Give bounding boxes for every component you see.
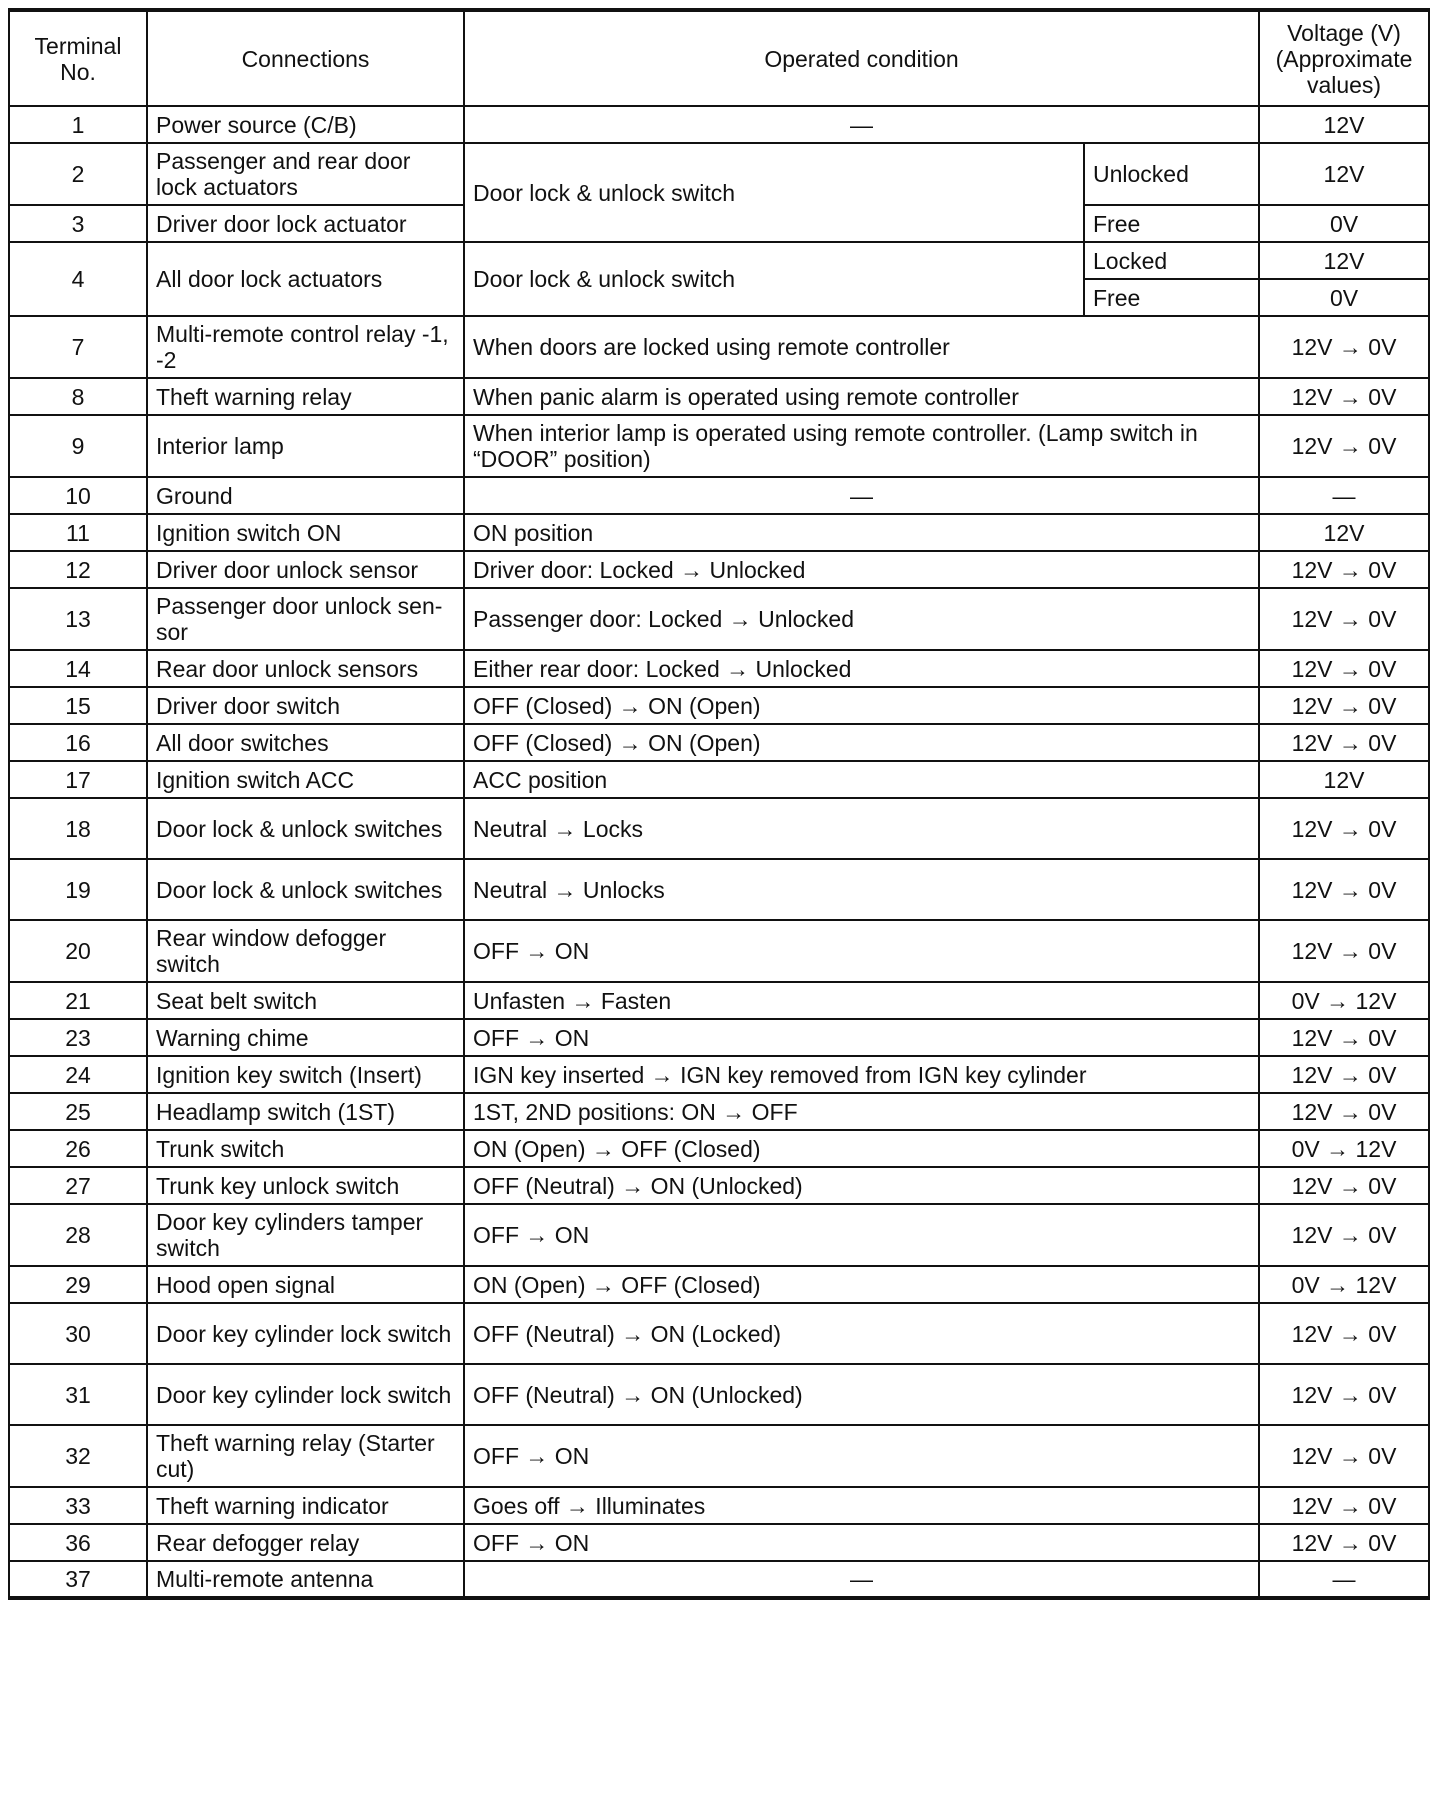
table-row bbox=[9, 1056, 1429, 1093]
voltage-cell: 12V → 0V bbox=[1259, 1019, 1429, 1056]
table-row bbox=[9, 415, 1429, 477]
voltage-cell: 12V → 0V bbox=[1259, 588, 1429, 650]
terminal-number: 1 bbox=[9, 106, 147, 143]
connection-cell: Seat belt switch bbox=[147, 982, 464, 1019]
terminal-number: 9 bbox=[9, 415, 147, 477]
voltage-cell: 12V → 0V bbox=[1259, 1204, 1429, 1266]
header-voltage: Voltage (V) (Approximate values) bbox=[1259, 10, 1429, 106]
condition-cell: OFF (Neutral) → ON (Unlocked) bbox=[464, 1364, 1259, 1425]
table-row bbox=[9, 1266, 1429, 1303]
condition-cell: When interior lamp is operated using remote controller. (Lamp switch in “DOOR” position) bbox=[464, 415, 1259, 477]
terminal-number: 26 bbox=[9, 1130, 147, 1167]
terminal-number: 21 bbox=[9, 982, 147, 1019]
connection-cell: Power source (C/B) bbox=[147, 106, 464, 143]
terminal-number: 24 bbox=[9, 1056, 147, 1093]
condition-cell: OFF (Closed) → ON (Open) bbox=[464, 724, 1259, 761]
terminal-number: 19 bbox=[9, 859, 147, 920]
table-row bbox=[9, 724, 1429, 761]
condition-cell: OFF → ON bbox=[464, 1204, 1259, 1266]
voltage-cell: 12V bbox=[1259, 761, 1429, 798]
table-row bbox=[9, 477, 1429, 514]
voltage-cell: 12V → 0V bbox=[1259, 687, 1429, 724]
condition-cell: ACC position bbox=[464, 761, 1259, 798]
connection-cell: Door key cylinder lock switch bbox=[147, 1303, 464, 1364]
connection-cell: Multi-remote antenna bbox=[147, 1561, 464, 1598]
connection-cell: Passenger and rear door lock actuators bbox=[147, 143, 464, 205]
terminal-number: 10 bbox=[9, 477, 147, 514]
voltage-cell: 12V → 0V bbox=[1259, 1425, 1429, 1487]
sub-condition-cell: Unlocked bbox=[1084, 143, 1259, 205]
terminal-number: 27 bbox=[9, 1167, 147, 1204]
table-row bbox=[9, 1093, 1429, 1130]
table-row bbox=[9, 798, 1429, 859]
connection-cell: Theft warning indicator bbox=[147, 1487, 464, 1524]
connection-cell: Door lock & unlock switches bbox=[147, 859, 464, 920]
condition-cell: When panic alarm is operated using remote controller bbox=[464, 378, 1259, 415]
condition-cell: Passenger door: Locked → Unlocked bbox=[464, 588, 1259, 650]
table-row bbox=[9, 687, 1429, 724]
connection-cell: Door key cylinders tamper switch bbox=[147, 1204, 464, 1266]
voltage-cell: 12V → 0V bbox=[1259, 1167, 1429, 1204]
sub-condition-cell: Free bbox=[1084, 205, 1259, 242]
terminal-number: 28 bbox=[9, 1204, 147, 1266]
table-row bbox=[9, 106, 1429, 143]
terminal-number: 36 bbox=[9, 1524, 147, 1561]
connection-cell: Door key cylinder lock switch bbox=[147, 1364, 464, 1425]
voltage-cell: 12V → 0V bbox=[1259, 920, 1429, 982]
connection-cell: Ground bbox=[147, 477, 464, 514]
table-row bbox=[9, 242, 1429, 279]
terminal-number: 25 bbox=[9, 1093, 147, 1130]
voltage-cell: 12V → 0V bbox=[1259, 1524, 1429, 1561]
connection-cell: Driver door unlock sensor bbox=[147, 551, 464, 588]
header-connections: Connections bbox=[147, 10, 464, 106]
terminal-number: 20 bbox=[9, 920, 147, 982]
voltage-cell: — bbox=[1259, 477, 1429, 514]
condition-cell: — bbox=[464, 477, 1259, 514]
voltage-cell: 12V → 0V bbox=[1259, 859, 1429, 920]
terminal-number: 16 bbox=[9, 724, 147, 761]
table-row bbox=[9, 920, 1429, 982]
voltage-cell: 12V bbox=[1259, 514, 1429, 551]
terminal-number: 30 bbox=[9, 1303, 147, 1364]
voltage-cell: 12V → 0V bbox=[1259, 1093, 1429, 1130]
condition-cell: Goes off → Illuminates bbox=[464, 1487, 1259, 1524]
terminal-number: 4 bbox=[9, 242, 147, 316]
condition-cell: OFF → ON bbox=[464, 1524, 1259, 1561]
voltage-cell: 0V bbox=[1259, 205, 1429, 242]
table-row bbox=[9, 316, 1429, 378]
connection-cell: Theft warning relay (Starter cut) bbox=[147, 1425, 464, 1487]
condition-cell: OFF (Neutral) → ON (Unlocked) bbox=[464, 1167, 1259, 1204]
voltage-cell: 0V → 12V bbox=[1259, 1266, 1429, 1303]
table-row bbox=[9, 378, 1429, 415]
condition-cell: ON (Open) → OFF (Closed) bbox=[464, 1266, 1259, 1303]
condition-cell: Unfasten → Fasten bbox=[464, 982, 1259, 1019]
table-row bbox=[9, 143, 1429, 205]
condition-cell: 1ST, 2ND positions: ON → OFF bbox=[464, 1093, 1259, 1130]
header-row bbox=[9, 10, 1429, 106]
terminal-number: 13 bbox=[9, 588, 147, 650]
condition-cell: IGN key inserted → IGN key removed from IGN key cylinder bbox=[464, 1056, 1259, 1093]
voltage-cell: 0V bbox=[1259, 279, 1429, 316]
connection-cell: Door lock & unlock switches bbox=[147, 798, 464, 859]
terminal-number: 29 bbox=[9, 1266, 147, 1303]
connection-cell: Ignition key switch (Insert) bbox=[147, 1056, 464, 1093]
terminal-number: 7 bbox=[9, 316, 147, 378]
condition-cell: Door lock & unlock switch bbox=[464, 143, 1084, 242]
condition-cell: — bbox=[464, 106, 1259, 143]
connection-cell: Multi-remote control relay -1, -2 bbox=[147, 316, 464, 378]
condition-cell: Neutral → Locks bbox=[464, 798, 1259, 859]
terminal-number: 32 bbox=[9, 1425, 147, 1487]
connection-cell: All door lock actuators bbox=[147, 242, 464, 316]
voltage-cell: 12V bbox=[1259, 106, 1429, 143]
table-row bbox=[9, 1524, 1429, 1561]
voltage-cell: 12V bbox=[1259, 242, 1429, 279]
connection-cell: Warning chime bbox=[147, 1019, 464, 1056]
terminal-number: 33 bbox=[9, 1487, 147, 1524]
connection-cell: Headlamp switch (1ST) bbox=[147, 1093, 464, 1130]
condition-cell: Either rear door: Locked → Unlocked bbox=[464, 650, 1259, 687]
connection-cell: Rear defogger relay bbox=[147, 1524, 464, 1561]
sub-condition-cell: Free bbox=[1084, 279, 1259, 316]
table-row bbox=[9, 761, 1429, 798]
table-row bbox=[9, 588, 1429, 650]
header-terminal: Terminal No. bbox=[9, 10, 147, 106]
condition-cell: OFF (Neutral) → ON (Locked) bbox=[464, 1303, 1259, 1364]
terminal-number: 15 bbox=[9, 687, 147, 724]
connection-cell: Rear door unlock sensors bbox=[147, 650, 464, 687]
connection-cell: Passenger door unlock sen-sor bbox=[147, 588, 464, 650]
voltage-cell: 0V → 12V bbox=[1259, 982, 1429, 1019]
voltage-cell: 12V bbox=[1259, 143, 1429, 205]
table-row bbox=[9, 1130, 1429, 1167]
table-row bbox=[9, 650, 1429, 687]
terminal-table bbox=[8, 8, 1430, 1600]
condition-cell: OFF (Closed) → ON (Open) bbox=[464, 687, 1259, 724]
voltage-cell: 12V → 0V bbox=[1259, 551, 1429, 588]
voltage-cell: 12V → 0V bbox=[1259, 724, 1429, 761]
voltage-cell: 12V → 0V bbox=[1259, 1487, 1429, 1524]
connection-cell: Rear window defogger switch bbox=[147, 920, 464, 982]
condition-cell: Driver door: Locked → Unlocked bbox=[464, 551, 1259, 588]
voltage-cell: 12V → 0V bbox=[1259, 1303, 1429, 1364]
connection-cell: Ignition switch ON bbox=[147, 514, 464, 551]
connection-cell: Interior lamp bbox=[147, 415, 464, 477]
table-row bbox=[9, 514, 1429, 551]
terminal-number: 2 bbox=[9, 143, 147, 205]
terminal-number: 31 bbox=[9, 1364, 147, 1425]
connection-cell: Driver door lock actuator bbox=[147, 205, 464, 242]
condition-cell: — bbox=[464, 1561, 1259, 1598]
terminal-number: 23 bbox=[9, 1019, 147, 1056]
condition-cell: Neutral → Unlocks bbox=[464, 859, 1259, 920]
voltage-cell: — bbox=[1259, 1561, 1429, 1598]
connection-cell: Driver door switch bbox=[147, 687, 464, 724]
terminal-number: 12 bbox=[9, 551, 147, 588]
connection-cell: All door switches bbox=[147, 724, 464, 761]
terminal-number: 8 bbox=[9, 378, 147, 415]
terminal-number: 14 bbox=[9, 650, 147, 687]
condition-cell: ON position bbox=[464, 514, 1259, 551]
terminal-number: 18 bbox=[9, 798, 147, 859]
voltage-cell: 12V → 0V bbox=[1259, 1364, 1429, 1425]
voltage-cell: 12V → 0V bbox=[1259, 316, 1429, 378]
connection-cell: Hood open signal bbox=[147, 1266, 464, 1303]
table-row bbox=[9, 859, 1429, 920]
connection-cell: Trunk key unlock switch bbox=[147, 1167, 464, 1204]
table-row bbox=[9, 1364, 1429, 1425]
table-row bbox=[9, 1561, 1429, 1598]
terminal-number: 17 bbox=[9, 761, 147, 798]
table-row bbox=[9, 1425, 1429, 1487]
table-row bbox=[9, 551, 1429, 588]
terminal-number: 3 bbox=[9, 205, 147, 242]
header-condition: Operated condition bbox=[464, 10, 1259, 106]
table-row bbox=[9, 1204, 1429, 1266]
connection-cell: Theft warning relay bbox=[147, 378, 464, 415]
terminal-number: 37 bbox=[9, 1561, 147, 1598]
table-row bbox=[9, 1167, 1429, 1204]
voltage-cell: 12V → 0V bbox=[1259, 1056, 1429, 1093]
condition-cell: OFF → ON bbox=[464, 1425, 1259, 1487]
connection-cell: Ignition switch ACC bbox=[147, 761, 464, 798]
table-row bbox=[9, 1303, 1429, 1364]
voltage-cell: 12V → 0V bbox=[1259, 798, 1429, 859]
condition-cell: Door lock & unlock switch bbox=[464, 242, 1084, 316]
table-row bbox=[9, 982, 1429, 1019]
connection-cell: Trunk switch bbox=[147, 1130, 464, 1167]
condition-cell: ON (Open) → OFF (Closed) bbox=[464, 1130, 1259, 1167]
voltage-cell: 12V → 0V bbox=[1259, 650, 1429, 687]
table-row bbox=[9, 1487, 1429, 1524]
table-row bbox=[9, 1019, 1429, 1056]
voltage-cell: 0V → 12V bbox=[1259, 1130, 1429, 1167]
sub-condition-cell: Locked bbox=[1084, 242, 1259, 279]
condition-cell: OFF → ON bbox=[464, 1019, 1259, 1056]
terminal-number: 11 bbox=[9, 514, 147, 551]
condition-cell: When doors are locked using remote controller bbox=[464, 316, 1259, 378]
condition-cell: OFF → ON bbox=[464, 920, 1259, 982]
voltage-cell: 12V → 0V bbox=[1259, 378, 1429, 415]
voltage-cell: 12V → 0V bbox=[1259, 415, 1429, 477]
